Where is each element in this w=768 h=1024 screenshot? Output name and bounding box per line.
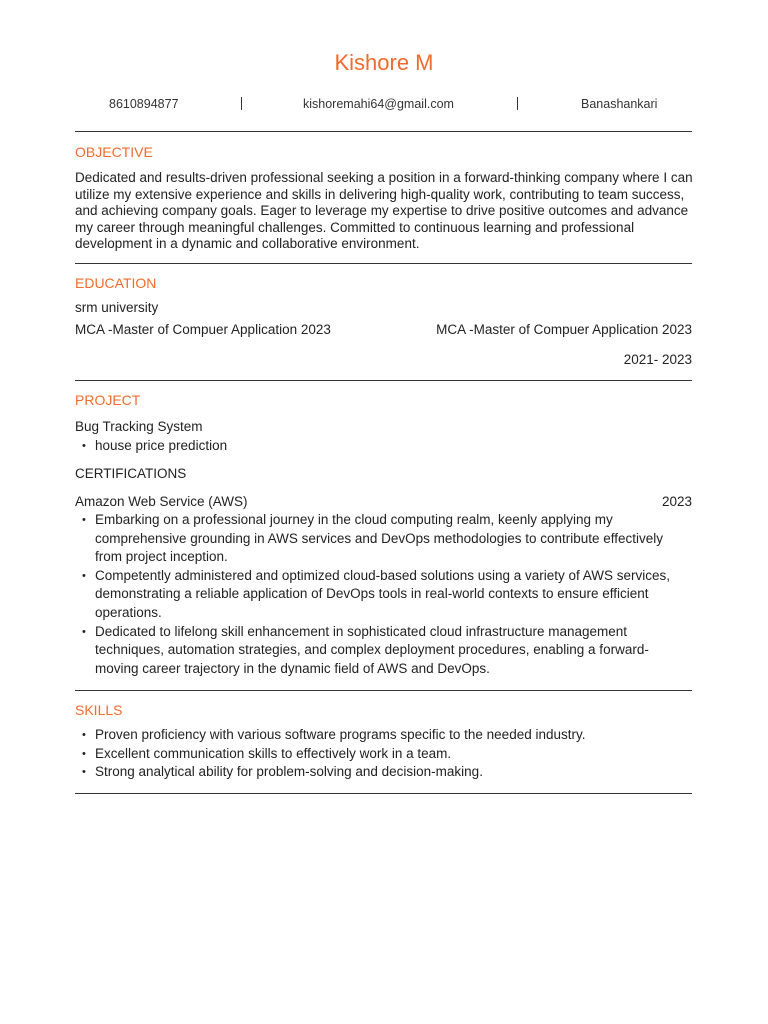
objective-text: Dedicated and results-driven professional seeking a position in a forward-thinking company where I can utilize my extensive experience and skills in delivering high-quality work, contributing to team success, and achieving company goals. Eager to leverage my expertise to drive positive outcomes and advance my career through meaningful challenges. Committed to continuous learning and professional development in a dynamic and collaborative environment. bbox=[75, 170, 693, 252]
section-divider bbox=[75, 793, 692, 794]
contact-divider bbox=[241, 97, 242, 110]
education-heading: EDUCATION bbox=[75, 275, 157, 291]
project-name: Bug Tracking System bbox=[75, 419, 203, 434]
list-item: • Embarking on a professional journey in the cloud computing realm, keenly applying my comprehensive grounding in AWS services and DevOps methodologies to contribute effectively from project inception. bbox=[75, 511, 692, 567]
list-item: • Competently administered and optimized cloud-based solutions using a variety of AWS services, demonstrating a reliable application of DevOps tools in real-world contexts to ensure efficient operations. bbox=[75, 567, 692, 623]
list-item: • Excellent communication skills to effectively work in a team. bbox=[75, 745, 692, 764]
certification-year: 2023 bbox=[661, 494, 692, 509]
certification-bullets bbox=[75, 511, 692, 678]
education-years: 2021- 2023 bbox=[623, 352, 692, 367]
list-item: • Proven proficiency with various software programs specific to the needed industry. bbox=[75, 726, 692, 745]
education-institution: srm university bbox=[75, 300, 159, 315]
project-bullets bbox=[75, 437, 692, 456]
section-divider bbox=[75, 380, 692, 381]
contact-location: Banashankari bbox=[581, 97, 658, 111]
contact-phone: 8610894877 bbox=[109, 97, 179, 111]
skills-bullets bbox=[75, 726, 692, 782]
contact-bar bbox=[75, 97, 692, 113]
education-degree: MCA -Master of Compuer Application 2023 bbox=[75, 322, 331, 337]
list-item: • Strong analytical ability for problem-solving and decision-making. bbox=[75, 763, 692, 782]
list-item: • house price prediction bbox=[75, 437, 692, 456]
contact-email: kishoremahi64@gmail.com bbox=[303, 97, 454, 111]
section-divider bbox=[75, 690, 692, 691]
certification-name: Amazon Web Service (AWS) bbox=[75, 494, 248, 509]
education-degree-right: MCA -Master of Compuer Application 2023 bbox=[436, 322, 692, 337]
certifications-heading: CERTIFICATIONS bbox=[75, 466, 187, 481]
objective-heading: OBJECTIVE bbox=[75, 144, 153, 160]
skills-heading: SKILLS bbox=[75, 702, 123, 718]
contact-divider bbox=[517, 97, 518, 110]
list-item: • Dedicated to lifelong skill enhancement in sophisticated cloud infrastructure management techniques, automation strategies, and complex deployment procedures, enabling a forward-moving career trajectory in the dynamic field of AWS and DevOps. bbox=[75, 623, 692, 679]
candidate-name: Kishore M bbox=[334, 50, 434, 75]
project-heading: PROJECT bbox=[75, 392, 141, 408]
section-divider bbox=[75, 131, 692, 132]
section-divider bbox=[75, 263, 692, 264]
